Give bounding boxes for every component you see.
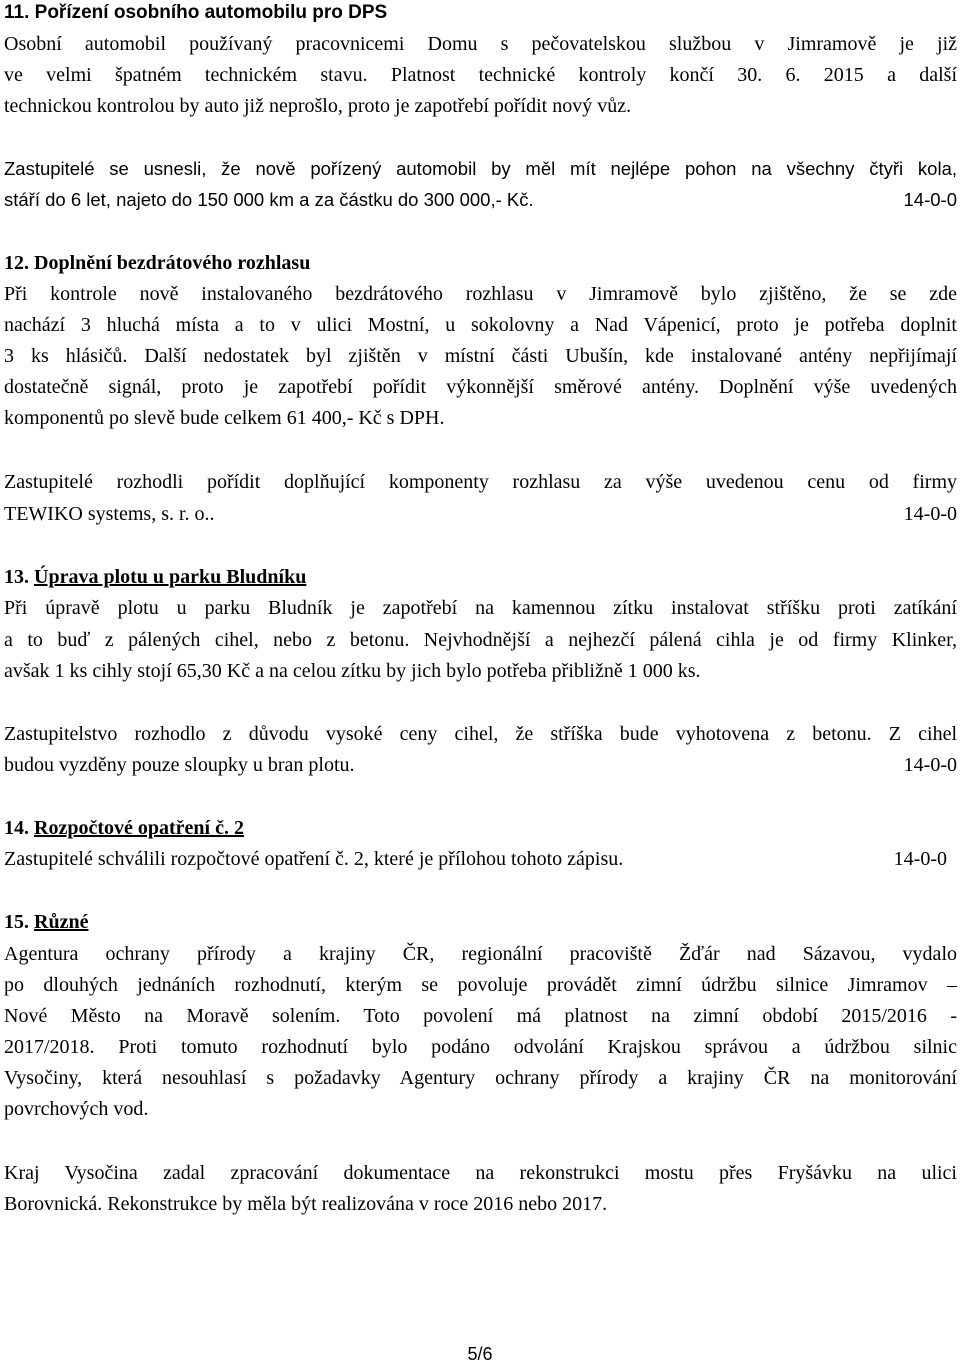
section-number: 15. [4, 911, 29, 933]
paragraph-line: povrchových vod. [4, 1098, 149, 1120]
section-title: Úprava plotu u parku Bludníku [34, 566, 307, 588]
resolution-text: TEWIKO systems, s. r. o.. [4, 503, 215, 525]
paragraph-line: 2017/2018. Proti tomuto rozhodnutí bylo podáno odvolání Krajskou správou a údržbou silnic [4, 1036, 957, 1058]
paragraph-line: Osobní automobil používaný pracovnicemi Domu s pečovatelskou službou v Jimramově je již [4, 33, 957, 55]
paragraph-line: Zastupitelstvo rozhodlo z důvodu vysoké ceny cihel, že stříška bude vyhotovena z betonu. Z cihel [4, 723, 957, 745]
section-title: Pořízení osobního automobilu pro DPS [34, 2, 388, 23]
resolution-text: stáří do 6 let, najeto do 150 000 km a za částku do 300 000,- Kč. [4, 189, 534, 210]
paragraph-line: Vysočiny, která nesouhlasí s požadavky Agentury ochrany přírody a krajiny ČR na monitorování [4, 1067, 957, 1089]
resolution-text: budou vyzděny pouze sloupky u bran plotu. [4, 754, 355, 776]
paragraph-line: Při úpravě plotu u parku Bludník je zapotřebí na kamennou zítku instalovat stříšku proti zatíkání [4, 597, 957, 619]
page-number: 5/6 [467, 1344, 493, 1364]
paragraph-line: nachází 3 hluchá místa a to v ulici Mostní, u sokolovny a Nad Vápenicí, proto je potřeba doplnit [4, 314, 957, 336]
section-title: Různé [34, 911, 89, 933]
paragraph-line: Kraj Vysočina zadal zpracování dokumentace na rekonstrukci mostu přes Fryšávku na ulici [4, 1162, 957, 1184]
section-heading [4, 1, 957, 25]
vote-result: 14-0-0 [903, 754, 957, 776]
paragraph-line: 3 ks hlásičů. Další nedostatek byl zjištěn v místní části Ubušín, kde instalované antény nepřijímají [4, 345, 957, 367]
vote-result: 14-0-0 [903, 189, 957, 210]
paragraph-line: technickou kontrolou by auto již neprošlo, proto je zapotřebí pořídit nový vůz. [4, 95, 632, 117]
section-number: 12. [4, 252, 29, 274]
section-heading [4, 251, 957, 275]
paragraph-line: Nové Město na Moravě solením. Toto povolení má platnost na zimní období 2015/2016 - [4, 1005, 957, 1027]
resolution-line [4, 188, 957, 212]
paragraph-line: avšak 1 ks cihly stojí 65,30 Kč a na celou zítku by jich bylo potřeba přibližně 1 000 ks. [4, 660, 701, 682]
vote-result: 14-0-0 [893, 848, 947, 870]
paragraph-line: Borovnická. Rekonstrukce by měla být realizována v roce 2016 nebo 2017. [4, 1193, 608, 1215]
section-heading [4, 816, 957, 840]
vote-result: 14-0-0 [903, 503, 957, 525]
paragraph-line: a to buď z pálených cihel, nebo z betonu. Nejvhodnější a nejhezčí pálená cihla je od firmy Klinker, [4, 629, 957, 651]
paragraph-line: dostatečně signál, proto je zapotřebí pořídit výkonnější směrové antény. Doplnění výše uvedených [4, 376, 957, 398]
paragraph-line: Zastupitelé rozhodli pořídit doplňující komponenty rozhlasu za výše uvedenou cenu od firmy [4, 471, 957, 493]
paragraph-line: komponentů po slevě bude celkem 61 400,- Kč s DPH. [4, 407, 445, 429]
paragraph-line: Agentura ochrany přírody a krajiny ČR, regionální pracoviště Žďár nad Sázavou, vydalo [4, 943, 957, 965]
section-title: Rozpočtové opatření č. 2 [34, 817, 244, 839]
resolution-line [4, 502, 957, 526]
section-title: Doplnění bezdrátového rozhlasu [34, 252, 311, 274]
resolution-line [4, 847, 957, 871]
section-number: 11. [4, 2, 30, 23]
paragraph-line: ve velmi špatném technickém stavu. Platnost technické kontroly končí 30. 6. 2015 a další [4, 64, 957, 86]
section-number: 13. [4, 566, 29, 588]
paragraph-line: po dlouhých jednáních rozhodnutí, kterým se povoluje provádět zimní údržbu silnice Jimramov – [4, 974, 957, 996]
resolution-text: Zastupitelé schválili rozpočtové opatření č. 2, které je přílohou tohoto zápisu. [4, 848, 624, 870]
paragraph-line: Při kontrole nově instalovaného bezdrátového rozhlasu v Jimramově bylo zjištěno, že se zde [4, 283, 957, 305]
resolution-line [4, 753, 957, 777]
section-heading [4, 565, 957, 589]
paragraph-line: Zastupitelé se usnesli, že nově pořízený automobil by měl mít nejlépe pohon na všechny čtyři kola, [4, 158, 957, 179]
section-heading [4, 910, 957, 934]
section-number: 14. [4, 817, 29, 839]
